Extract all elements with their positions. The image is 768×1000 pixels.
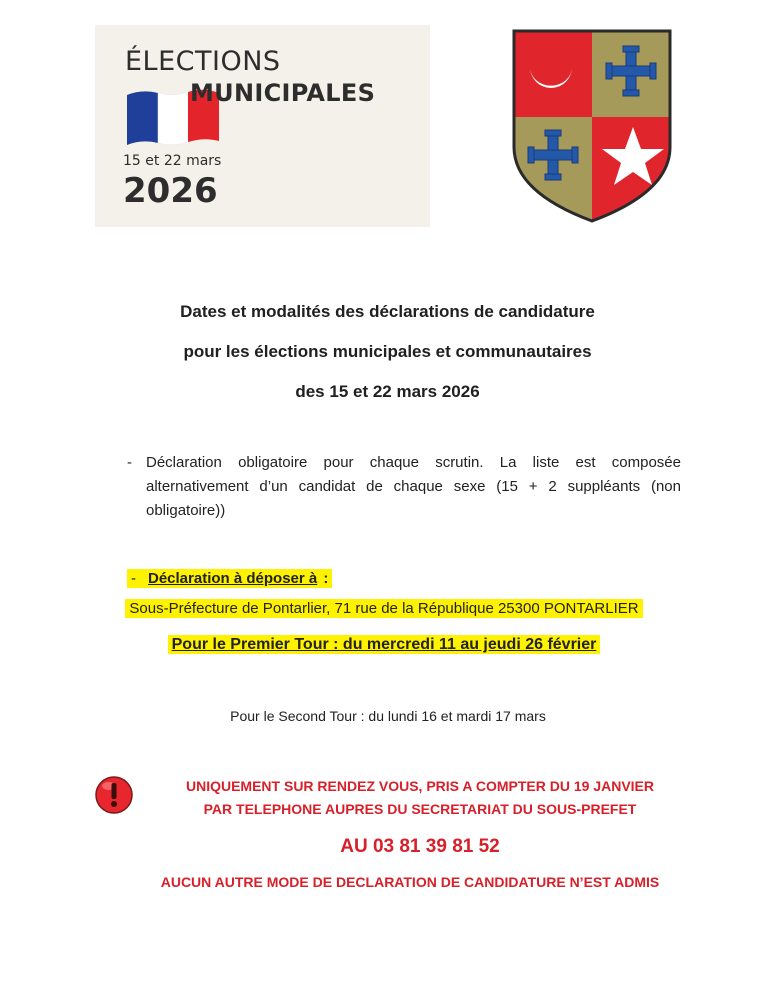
elections-banner [95, 25, 430, 227]
declaration-dash: - [127, 454, 132, 471]
alert-secretariat-line: PAR TELEPHONE AUPRES DU SECRETARIAT DU SOUS-PREFET [203, 801, 637, 817]
heading-line-1: Dates et modalités des déclarations de candidature [180, 302, 595, 321]
banner-title-municipales: MUNICIPALES [190, 79, 376, 107]
second-round-dates: Pour le Second Tour : du lundi 16 et mardi 17 mars [230, 708, 546, 724]
deposit-address: Sous-Préfecture de Pontarlier, 71 rue de la République 25300 PONTARLIER [125, 599, 642, 618]
deposit-line [127, 570, 332, 587]
declaration-line-1: Déclaration obligatoire pour chaque scrutin. La liste est composée [146, 454, 681, 471]
banner-title-elections: ÉLECTIONS [125, 46, 281, 77]
deposit-address-wrap [0, 600, 768, 617]
banner-dates: 15 et 22 mars [123, 153, 222, 169]
first-round-wrap [0, 636, 768, 654]
banner-year: 2026 [123, 171, 218, 211]
declaration-line-2: alternativement d’un candidat de chaque sexe (15 + 2 suppléants (non [146, 478, 681, 495]
heading-line-3: des 15 et 22 mars 2026 [295, 382, 480, 401]
deposit-label: Déclaration à déposer à [140, 569, 319, 588]
exclamation-icon [94, 775, 134, 815]
heading-line-2: pour les élections municipales et communautaires [183, 342, 592, 361]
deposit-dash: - [127, 569, 140, 588]
alert-no-other-mode: AUCUN AUTRE MODE DE DECLARATION DE CANDIDATURE N’EST ADMIS [160, 874, 660, 890]
first-round-dates: Pour le Premier Tour : du mercredi 11 au jeudi 26 février [168, 635, 601, 654]
deposit-colon: : [319, 569, 332, 588]
coat-of-arms-icon [510, 27, 674, 225]
alert-appointment-line: UNIQUEMENT SUR RENDEZ VOUS, PRIS A COMPTER DU 19 JANVIER [185, 778, 655, 794]
alert-phone-number: AU 03 81 39 81 52 [340, 836, 500, 857]
declaration-line-3: obligatoire)) [146, 502, 226, 519]
